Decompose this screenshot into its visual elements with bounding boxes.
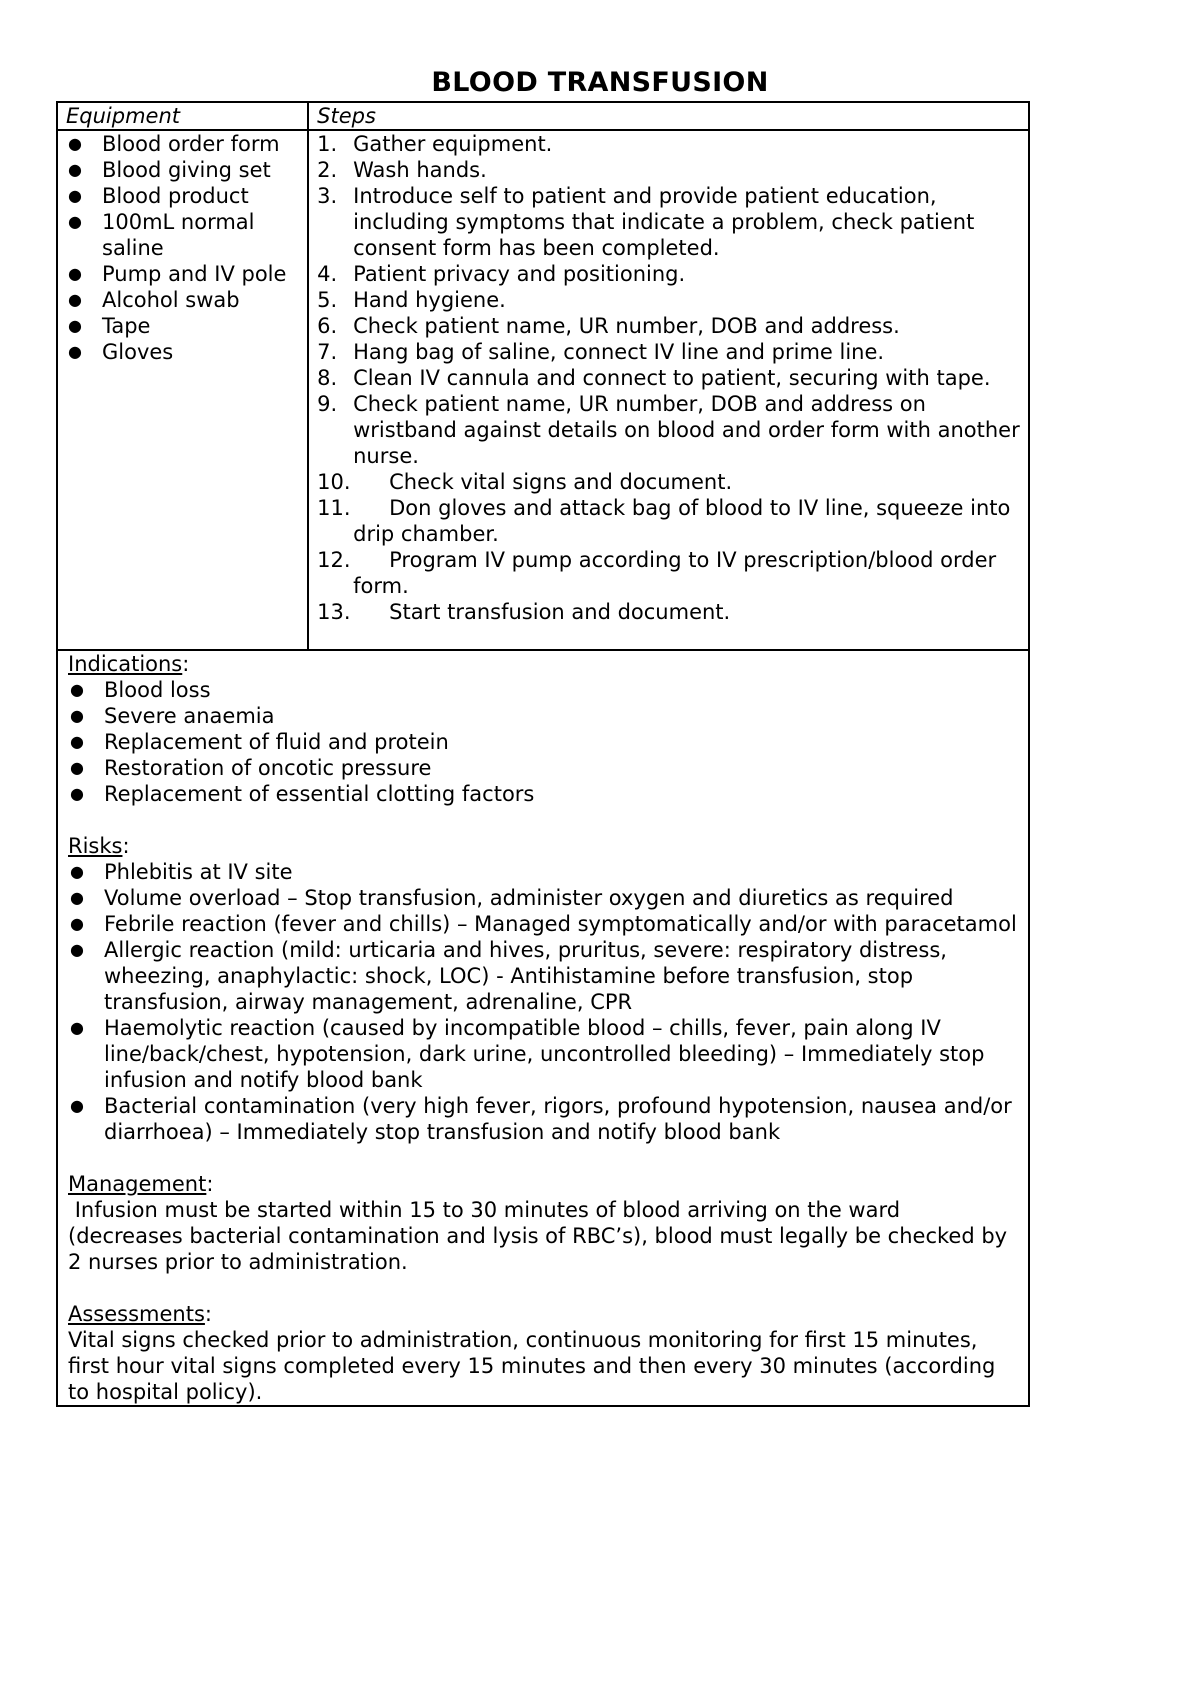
list-item: ● Restoration of oncotic pressure bbox=[70, 756, 432, 780]
procedure-table bbox=[56, 101, 1030, 1407]
bullet-icon: ● bbox=[68, 212, 82, 231]
step-item: 11. Don gloves and attack bag of blood to IV line, squeeze into drip chamber. bbox=[317, 496, 1011, 546]
equipment-header: Equipment bbox=[57, 102, 308, 130]
equipment-cell bbox=[57, 130, 308, 650]
table-row bbox=[57, 130, 1029, 650]
bullet-icon: ● bbox=[68, 342, 82, 361]
list-item: ● 100mL normal saline bbox=[68, 210, 255, 260]
bullet-icon: ● bbox=[68, 264, 82, 283]
step-item: 1. Gather equipment. bbox=[317, 132, 553, 156]
steps-cell bbox=[308, 130, 1029, 650]
step-item: 9. Check patient name, UR number, DOB and address on wristband against details on blood and order form with another nurse. bbox=[317, 392, 1020, 468]
step-item: 3. Introduce self to patient and provide patient education, including symptoms that indicate a problem, check patient consent form has been completed. bbox=[317, 184, 975, 260]
details-cell bbox=[57, 650, 1029, 1406]
bullet-icon: ● bbox=[70, 1018, 84, 1037]
risks-heading: Risks: bbox=[68, 834, 130, 858]
list-item: ● Volume overload – Stop transfusion, administer oxygen and diuretics as required bbox=[70, 886, 954, 910]
list-item: ● Allergic reaction (mild: urticaria and hives, pruritus, severe: respiratory distress, wheezing, anaphylactic: shock, LOC) - Antihistamine before transfusion, stop transfusion, airway management, adrenaline, CPR bbox=[70, 938, 947, 1014]
bullet-icon: ● bbox=[68, 316, 82, 335]
step-item: 6. Check patient name, UR number, DOB and address. bbox=[317, 314, 900, 338]
bullet-icon: ● bbox=[68, 134, 82, 153]
list-item: ● Phlebitis at IV site bbox=[70, 860, 293, 884]
table-row bbox=[57, 650, 1029, 1406]
list-item: ● Bacterial contamination (very high fever, rigors, profound hypotension, nausea and/or diarrhoea) – Immediately stop transfusion and notify blood bank bbox=[70, 1094, 1012, 1144]
step-item: 10. Check vital signs and document. bbox=[317, 470, 733, 494]
management-text: Infusion must be started within 15 to 30 minutes of blood arriving on the ward (decreases bacterial contamination and lysis of RBC’s), blood must legally be checked by 2 nurses prior to administration. bbox=[68, 1198, 1014, 1274]
bullet-icon: ● bbox=[70, 940, 84, 959]
step-item: 4. Patient privacy and positioning. bbox=[317, 262, 686, 286]
page-title: BLOOD TRANSFUSION bbox=[431, 67, 769, 98]
step-item: 5. Hand hygiene. bbox=[317, 288, 506, 312]
steps-header: Steps bbox=[308, 102, 1029, 130]
list-item: ● Alcohol swab bbox=[68, 288, 240, 312]
bullet-icon: ● bbox=[70, 758, 84, 777]
list-item: ● Blood giving set bbox=[68, 158, 271, 182]
step-item: 13. Start transfusion and document. bbox=[317, 600, 731, 624]
bullet-icon: ● bbox=[70, 680, 84, 699]
risks-list bbox=[68, 859, 1018, 1145]
spacer bbox=[68, 807, 1018, 833]
assessments-heading: Assessments: bbox=[68, 1302, 212, 1326]
spacer bbox=[68, 1275, 1018, 1301]
list-item: ● Febrile reaction (fever and chills) – Managed symptomatically and/or with paracetamol bbox=[70, 912, 1017, 936]
list-item: ● Severe anaemia bbox=[70, 704, 275, 728]
step-item: 7. Hang bag of saline, connect IV line and prime line. bbox=[317, 340, 885, 364]
step-item: 8. Clean IV cannula and connect to patient, securing with tape. bbox=[317, 366, 991, 390]
equipment-list bbox=[66, 131, 299, 365]
table-header-row bbox=[57, 102, 1029, 130]
list-item: ● Pump and IV pole bbox=[68, 262, 287, 286]
list-item: ● Replacement of essential clotting factors bbox=[70, 782, 535, 806]
bullet-icon: ● bbox=[70, 784, 84, 803]
bullet-icon: ● bbox=[70, 706, 84, 725]
bullet-icon: ● bbox=[68, 160, 82, 179]
assessments-text: Vital signs checked prior to administration, continuous monitoring for first 15 minutes, first hour vital signs completed every 15 minutes and then every 30 minutes (according to hospital policy). bbox=[68, 1328, 996, 1404]
indications-heading: Indications: bbox=[68, 652, 190, 676]
list-item: ● Gloves bbox=[68, 340, 174, 364]
steps-list bbox=[317, 131, 1020, 625]
list-item: ● Tape bbox=[68, 314, 151, 338]
bullet-icon: ● bbox=[70, 862, 84, 881]
step-item: 12. Program IV pump according to IV prescription/blood order form. bbox=[317, 548, 997, 598]
step-item: 2. Wash hands. bbox=[317, 158, 487, 182]
bullet-icon: ● bbox=[68, 290, 82, 309]
bullet-icon: ● bbox=[70, 732, 84, 751]
list-item: ● Blood order form bbox=[68, 132, 280, 156]
indications-list bbox=[68, 677, 1018, 807]
bullet-icon: ● bbox=[68, 186, 82, 205]
list-item: ● Haemolytic reaction (caused by incompatible blood – chills, fever, pain along IV line/back/chest, hypotension, dark urine, uncontrolled bleeding) – Immediately stop infusion and notify blood bank bbox=[70, 1016, 985, 1092]
bullet-icon: ● bbox=[70, 1096, 84, 1115]
list-item: ● Blood product bbox=[68, 184, 249, 208]
bullet-icon: ● bbox=[70, 914, 84, 933]
list-item: ● Replacement of fluid and protein bbox=[70, 730, 449, 754]
bullet-icon: ● bbox=[70, 888, 84, 907]
spacer bbox=[68, 1145, 1018, 1171]
management-heading: Management: bbox=[68, 1172, 214, 1196]
list-item: ● Blood loss bbox=[70, 678, 211, 702]
